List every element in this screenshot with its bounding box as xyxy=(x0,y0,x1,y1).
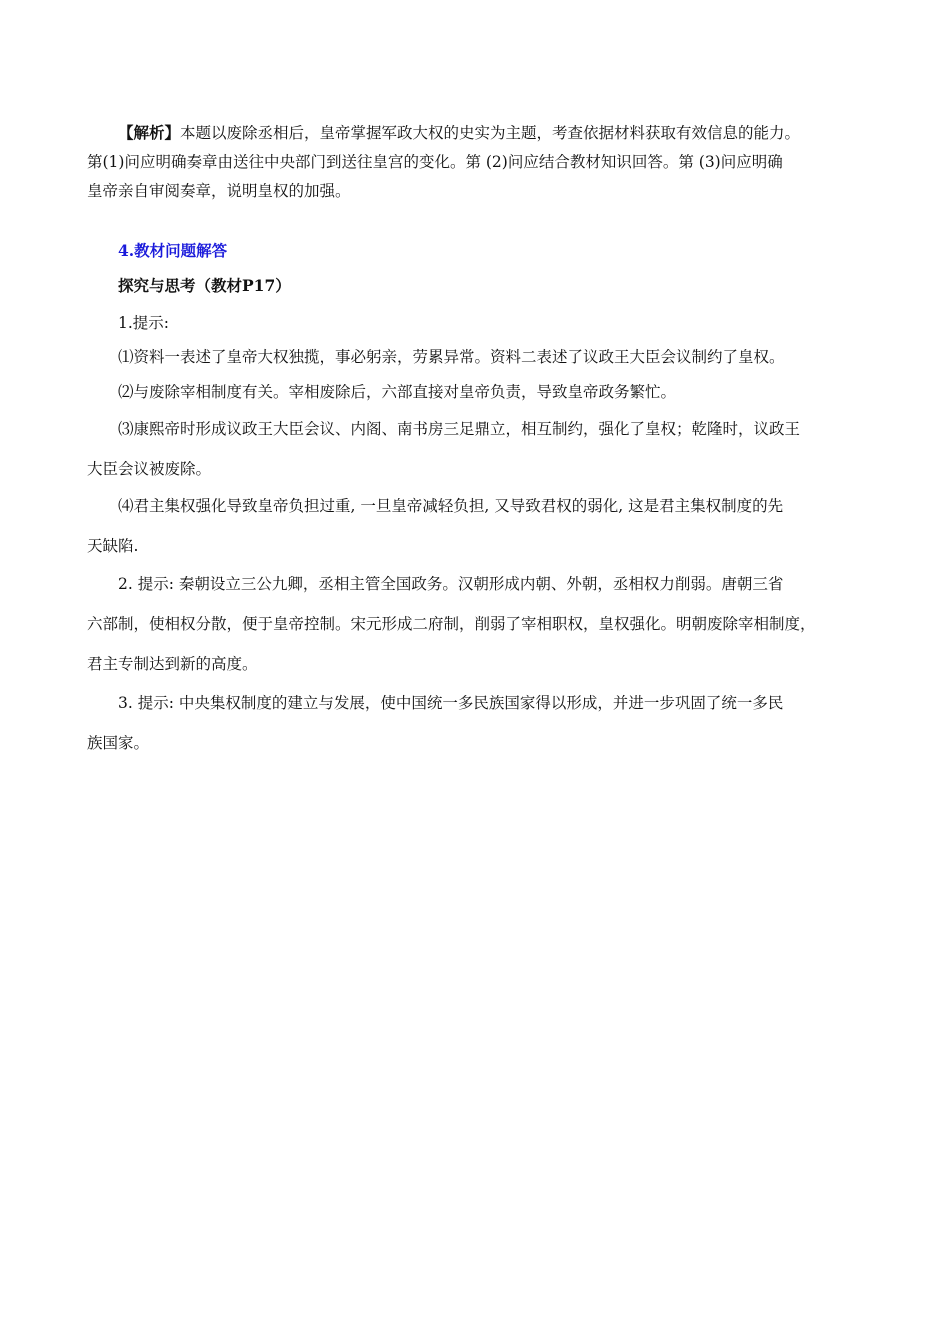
analysis-line-1 xyxy=(118,123,800,143)
q1-item-3-cont: 大臣会议被废除。 xyxy=(87,460,212,478)
q2-line-1: 2. 提示: 秦朝设立三公九卿，丞相主管全国政务。汉朝形成内朝、外朝，丞相权力削弱。唐朝三省 xyxy=(118,575,784,593)
q1-item-1: ⑴资料一表述了皇帝大权独揽，事必躬亲，劳累异常。资料二表述了议政王大臣会议制约了皇权。 xyxy=(118,348,785,366)
analysis-label: 【解析】 xyxy=(118,123,181,142)
q3-line-2: 族国家。 xyxy=(87,734,150,752)
analysis-text-1: 本题以废除丞相后，皇帝掌握军政大权的史实为主题，考查依据材料获取有效信息的能力。 xyxy=(180,124,801,142)
section-heading: 4.教材问题解答 xyxy=(118,241,228,260)
section-subheading: 探究与思考（教材P17） xyxy=(118,276,291,295)
analysis-line-3: 皇帝亲自审阅奏章，说明皇权的加强。 xyxy=(87,182,351,200)
q1-item-2: ⑵与废除宰相制度有关。宰相废除后，六部直接对皇帝负责，导致皇帝政务繁忙。 xyxy=(118,383,677,401)
q1-item-4-cont: 天缺陷. xyxy=(87,537,139,555)
q3-line-1: 3. 提示: 中央集权制度的建立与发展，使中国统一多民族国家得以形成，并进一步巩固了统一多民 xyxy=(118,694,784,712)
analysis-line-2: 第(1)问应明确奏章由送往中央部门到送往皇宫的变化。第 (2)问应结合教材知识回答。第 (3)问应明确 xyxy=(87,153,783,171)
q2-line-2: 六部制，使相权分散，便于皇帝控制。宋元形成二府制，削弱了宰相职权，皇权强化。明朝废除宰相制度， xyxy=(87,615,816,633)
q2-line-3: 君主专制达到新的高度。 xyxy=(87,655,258,673)
q1-item-3: ⑶康熙帝时形成议政王大臣会议、内阁、南书房三足鼎立，相互制约，强化了皇权；乾隆时，议政王 xyxy=(118,420,801,438)
q1-item-4: ⑷君主集权强化导致皇帝负担过重, 一旦皇帝减轻负担, 又导致君权的弱化, 这是君主集权制度的先 xyxy=(118,497,784,515)
q1-label: 1.提示: xyxy=(118,314,170,332)
